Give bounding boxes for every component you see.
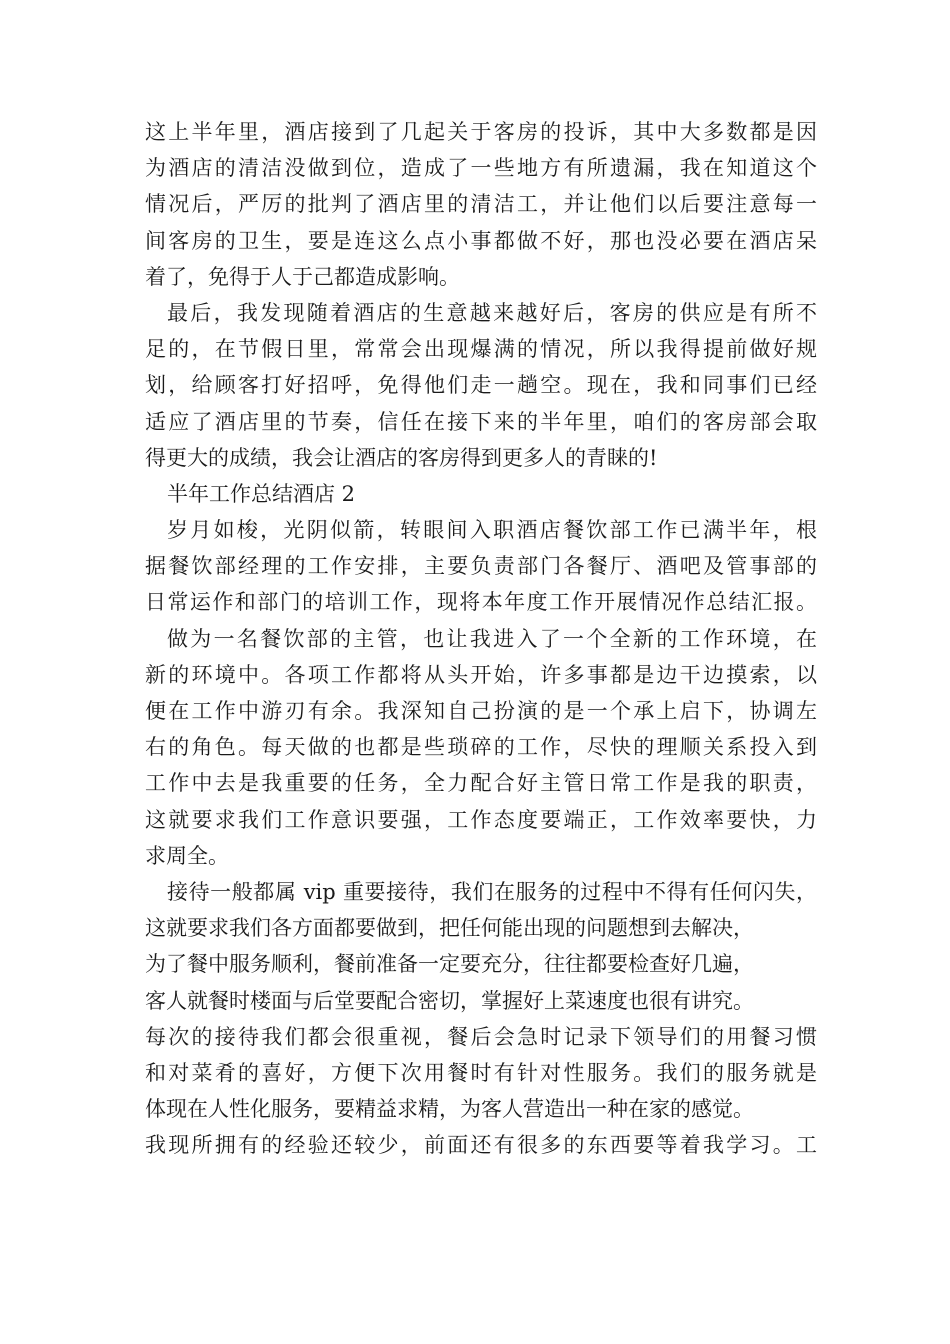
text-line: 划，给顾客打好招呼，免得他们走一趟空。现在，我和同事们已经 xyxy=(145,373,817,398)
text-line: 岁月如梭，光阴似箭，转眼间入职酒店餐饮部工作已满半年，根 xyxy=(167,518,817,543)
text-line: 新的环境中。各项工作都将从头开始，许多事都是边干边摸索，以 xyxy=(145,662,817,687)
text-line: 最后，我发现随着酒店的生意越来越好后，客房的供应是有所不 xyxy=(167,300,817,325)
text-line: 和对菜肴的喜好，方便下次用餐时有针对性服务。我们的服务就是 xyxy=(145,1060,817,1085)
text-line: 做为一名餐饮部的主管，也让我进入了一个全新的工作环境，在 xyxy=(167,626,817,651)
text-line: 便在工作中游刃有余。我深知自己扮演的是一个承上启下，协调左 xyxy=(145,699,817,723)
text-line: 日常运作和部门的培训工作，现将本年度工作开展情况作总结汇报。 xyxy=(145,590,817,615)
text-line: 适应了酒店里的节奏，信任在接下来的半年里，咱们的客房部会取 xyxy=(145,409,817,434)
text-line: 着了，免得于人于己都造成影响。 xyxy=(145,264,460,289)
text-line: 这就要求我们各方面都要做到，把任何能出现的问题想到去解决， xyxy=(145,916,754,941)
text-line: 求周全。 xyxy=(145,843,229,868)
text-line: 为酒店的清洁没做到位，造成了一些地方有所遗漏，我在知道这个 xyxy=(145,156,817,181)
text-line: 客人就餐时楼面与后堂要配合密切，掌握好上菜速度也很有讲究。 xyxy=(145,988,754,1013)
text-line: 接待一般都属 vip 重要接待，我们在服务的过程中不得有任何闪失， xyxy=(167,879,817,904)
text-line: 足的，在节假日里，常常会出现爆满的情况，所以我得提前做好规 xyxy=(145,337,817,362)
text-line: 为了餐中服务顺利，餐前准备一定要充分，往往都要检查好几遍， xyxy=(145,952,754,977)
text-line: 每次的接待我们都会很重视，餐后会急时记录下领导们的用餐习惯 xyxy=(145,1024,817,1049)
text-line: 体现在人性化服务，要精益求精，为客人营造出一种在家的感觉。 xyxy=(145,1097,754,1122)
text-line: 这就要求我们工作意识要强，工作态度要端正，工作效率要快，力 xyxy=(145,807,817,832)
text-line: 情况后，严厉的批判了酒店里的清洁工，并让他们以后要注意每一 xyxy=(145,192,817,217)
text-line: 据餐饮部经理的工作安排，主要负责部门各餐厅、酒吧及管事部的 xyxy=(145,554,817,579)
text-line: 右的角色。每天做的也都是些琐碎的工作，尽快的理顺关系投入到 xyxy=(145,735,817,760)
text-line: 我现所拥有的经验还较少，前面还有很多的东西要等着我学习。工 xyxy=(145,1133,817,1158)
text-line: 半年工作总结酒店 2 xyxy=(167,481,356,506)
text-line: 间客房的卫生，要是连这么点小事都做不好，那也没必要在酒店呆 xyxy=(145,228,817,253)
text-line: 这上半年里，酒店接到了几起关于客房的投诉，其中大多数都是因 xyxy=(145,120,817,144)
document-body xyxy=(145,114,817,1163)
text-line: 工作中去是我重要的任务，全力配合好主管日常工作是我的职责， xyxy=(145,771,817,796)
text-line: 得更大的成绩，我会让酒店的客房得到更多人的青睐的! xyxy=(145,445,658,470)
